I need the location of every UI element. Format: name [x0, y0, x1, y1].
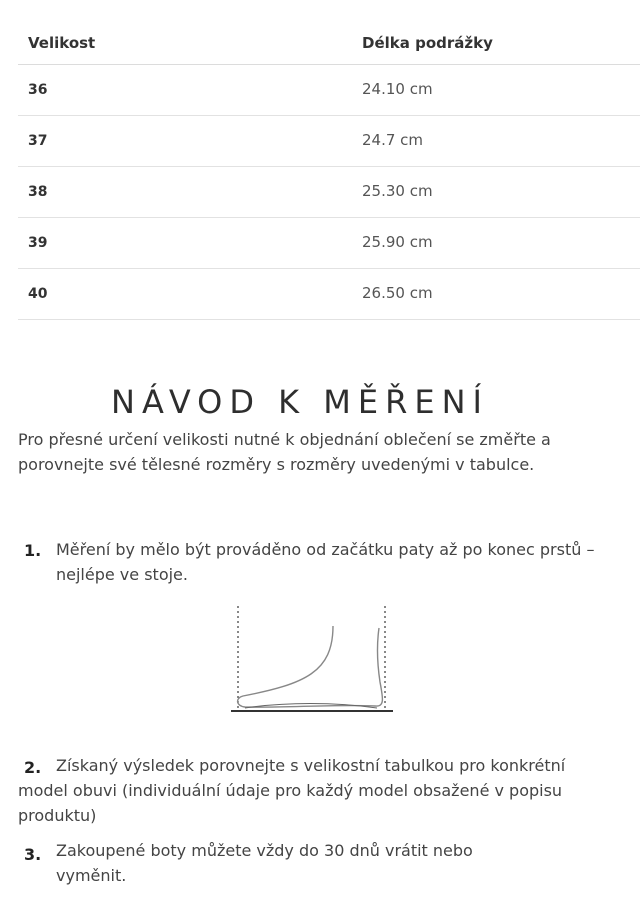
- intro-text: Pro přesné určení velikosti nutné k objednání oblečení se změřte a porovnejte své tělesné rozměry s rozměry uvedenými v tabulce.: [18, 430, 551, 474]
- step-number: 3.: [24, 845, 42, 864]
- row-length: 25.30 cm: [362, 182, 433, 200]
- step-text: Získaný výsledek porovnejte s velikostní tabulkou pro konkrétní model obuvi (individuální údaje pro každý model obsažené v popisu produktu): [18, 756, 566, 825]
- row-length: 25.90 cm: [362, 233, 433, 251]
- foot-measurement-illustration: [225, 602, 397, 718]
- row-size: 36: [28, 82, 48, 98]
- table-row: [18, 218, 640, 269]
- table-header: [18, 18, 640, 65]
- step-number: 2.: [24, 758, 42, 777]
- step-number: 1.: [24, 541, 42, 560]
- header-length: Délka podrážky: [362, 34, 493, 52]
- page-title: NÁVOD K MĚŘENÍ: [111, 383, 489, 422]
- table-row: [18, 269, 640, 320]
- row-size: 38: [28, 184, 48, 200]
- row-length: 24.10 cm: [362, 80, 433, 98]
- row-size: 37: [28, 133, 48, 149]
- step-text: Měření by mělo být prováděno od začátku paty až po konec prstů – nejlépe ve stoje.: [56, 540, 595, 584]
- row-length: 24.7 cm: [362, 131, 424, 149]
- table-row: [18, 167, 640, 218]
- row-length: 26.50 cm: [362, 284, 433, 302]
- size-table: [18, 18, 640, 320]
- table-row: [18, 116, 640, 167]
- table-row: [18, 65, 640, 116]
- header-size: Velikost: [28, 34, 96, 52]
- row-size: 39: [28, 235, 48, 251]
- row-size: 40: [28, 286, 48, 302]
- step-text: Zakoupené boty můžete vždy do 30 dnů vrátit nebo vyměnit.: [56, 841, 473, 885]
